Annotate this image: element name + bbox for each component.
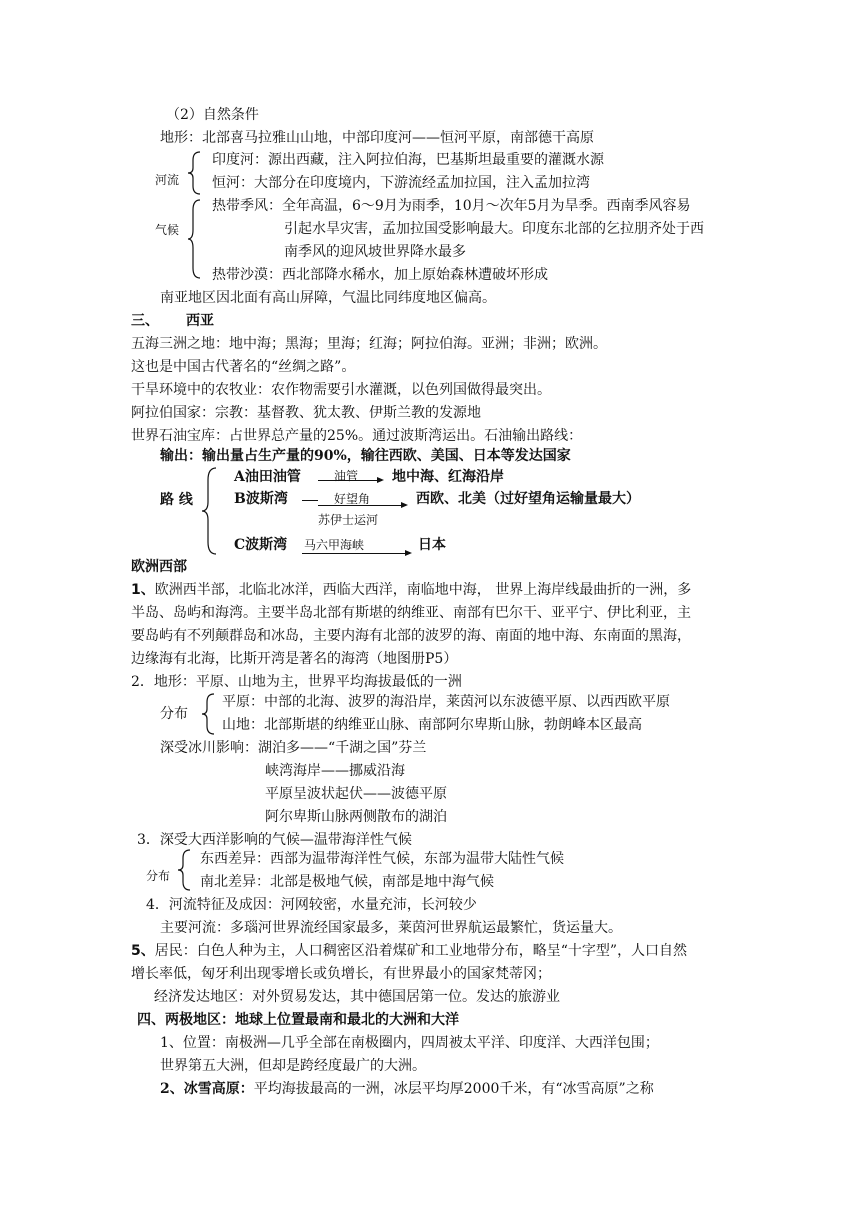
south-asia-summary: 南亚地区因北面有高山屏障，气温比同纬度地区偏高。 [160,290,496,306]
west-asia-line-2: 这也是中国古代著名的“丝绸之路”。 [131,359,356,375]
route-a-arrow [318,480,382,481]
europe-p5-number: 5、 [131,943,155,959]
climate-monsoon-cont2: 南季风的迎风坡世界降水最多 [284,244,466,260]
europe-main-rivers: 主要河流：多瑙河世界流经国家最多，莱茵河世界航运最繁忙，货运量大。 [160,920,622,936]
river-ganges: 恒河：大部分在印度境内，下游流经孟加拉国，注入孟加拉湾 [212,175,590,191]
west-asia-line-3: 干旱环境中的农牧业：农作物需要引水灌溉，以色列国做得最突出。 [131,382,551,398]
rivers-brace [186,150,202,196]
glacier-lakes: 阿尔卑斯山脉两侧散布的湖泊 [265,809,447,825]
route-c-via: 马六甲海峡 [304,538,365,552]
west-asia-heading-number: 三、 [131,313,159,329]
climate-label: 气候 [155,223,180,237]
europe-p1-line-2: 半岛、岛屿和海湾。主要半岛北部有斯堪的纳维亚、南部有巴尔干、亚平宁、伊比利亚，主 [131,605,691,621]
europe-p1-number: 1、 [131,582,155,598]
glacier-plain: 平原呈波状起伏——波德平原 [265,786,447,802]
europe-plains: 平原：中部的北海、波罗的海沿岸，莱茵河以东波德平原、以西西欧平原 [222,694,670,710]
route-a-destination: 地中海、红海沿岸 [392,469,504,485]
route-b-via: 好望角 [334,492,371,506]
section-heading-natural-conditions: （2）自然条件 [166,107,259,123]
climate-brace [186,198,202,280]
climate-monsoon: 热带季风：全年高温，6～9月为雨季，10月～次年5月为旱季。西南季风容易 [212,198,691,214]
europe-p1-line-1: 欧洲西半部，北临北冰洋，西临大西洋，南临地中海， 世界上海岸线最曲折的一洲，多 [154,582,692,598]
climate-monsoon-cont1: 引起水旱灾害，孟加拉国受影响最大。印度东北部的乞拉朋齐处于西 [284,221,704,237]
route-b-destination: 西欧、北美（过好望角运输量最大） [416,491,640,507]
route-b-via-suez: 苏伊士运河 [318,513,379,527]
route-a-via: 油管 [334,469,359,483]
terrain-distribution-label: 分布 [160,706,188,722]
terrain-distribution-brace [200,692,216,736]
route-c-origin: C波斯湾 [234,537,288,553]
ice-plateau-label: 2、冰雪高原： [160,1081,254,1097]
climate-north-south: 南北差异：北部是极地气候，南部是地中海气候 [200,874,494,890]
europe-mountains: 山地：北部斯堪的纳维亚山脉、南部阿尔卑斯山脉，勃朗峰本区最高 [222,717,642,733]
route-b-origin: B波斯湾 [234,491,288,507]
europe-p4-rivers: 4．河流特征及成因：河网较密，水量充沛，长河较少 [146,897,477,913]
europe-p5-line-2: 增长率低，匈牙利出现零增长或负增长，有世界最小的国家梵蒂冈； [131,966,551,982]
europe-p1-line-4: 边缘海有北海，比斯开湾是著名的海湾（地图册P5） [131,651,458,667]
climate-distribution-brace [176,848,192,892]
route-b-arrow [318,505,406,506]
polar-heading: 四、两极地区：地球上位置最南和最北的大洲和大洋 [137,1012,459,1028]
polar-continent: 世界第五大洲，但却是跨经度最广的大洲。 [160,1058,426,1074]
climate-east-west: 东西差异：西部为温带海洋性气候，东部为温带大陆性气候 [200,851,564,867]
river-indus: 印度河：源出西藏，注入阿拉伯海，巴基斯坦最重要的灌溉水源 [212,152,604,168]
europe-p1-line-3: 要岛屿有不列颠群岛和冰岛，主要内海有北部的波罗的海、南面的地中海、东南面的黑海， [131,628,691,644]
terrain-line: 地形：北部喜马拉雅山山地，中部印度河——恒河平原，南部德干高原 [160,130,594,146]
route-c-arrow [302,553,410,554]
glacier-fjords: 峡湾海岸——挪威沿海 [265,763,405,779]
west-asia-heading: 西亚 [186,313,214,329]
rivers-label: 河流 [155,173,180,187]
route-c-destination: 日本 [418,537,446,553]
climate-distribution-label: 分布 [146,869,171,883]
europe-p3-climate: 3．深受大西洋影响的气候—温带海洋性气候 [137,832,412,848]
west-asia-line-1: 五海三洲之地：地中海；黑海；里海；红海；阿拉伯海。亚洲；非洲；欧洲。 [131,336,607,352]
climate-desert: 热带沙漠：西北部降水稀水，加上原始森林遭破坏形成 [212,267,548,283]
europe-p2-terrain: 2．地形：平原、山地为主，世界平均海拔最低的一洲 [131,674,462,690]
europe-p5-line-1: 居民：白色人种为主，人口稠密区沿着煤矿和工业地带分布，略呈“十字型”，人口自然 [154,943,688,959]
route-brace [200,466,218,556]
route-a-origin: A油田油管 [234,469,301,485]
europe-heading: 欧洲西部 [131,559,187,575]
route-b-dash [302,500,318,501]
glacier-influence: 深受冰川影响：湖泊多——“千湖之国”芬兰 [160,740,427,756]
west-asia-line-5: 世界石油宝库：占世界总产量的25%。通过波斯湾运出。石油输出路线： [131,428,583,444]
europe-economy: 经济发达地区：对外贸易发达，其中德国居第一位。发达的旅游业 [154,989,560,1005]
route-label: 路 线 [160,492,193,508]
west-asia-line-4: 阿拉伯国家：宗教：基督教、犹太教、伊斯兰教的发源地 [131,405,481,421]
ice-plateau-text: 平均海拔最高的一洲，冰层平均厚2000千米，有“冰雪高原”之称 [253,1081,654,1097]
oil-export-line: 输出：输出量占生产量的90%，输往西欧、美国、日本等发达国家 [160,448,571,464]
polar-location: 1、位置：南极洲—几乎全部在南极圈内，四周被太平洋、印度洋、大西洋包围； [160,1035,659,1051]
